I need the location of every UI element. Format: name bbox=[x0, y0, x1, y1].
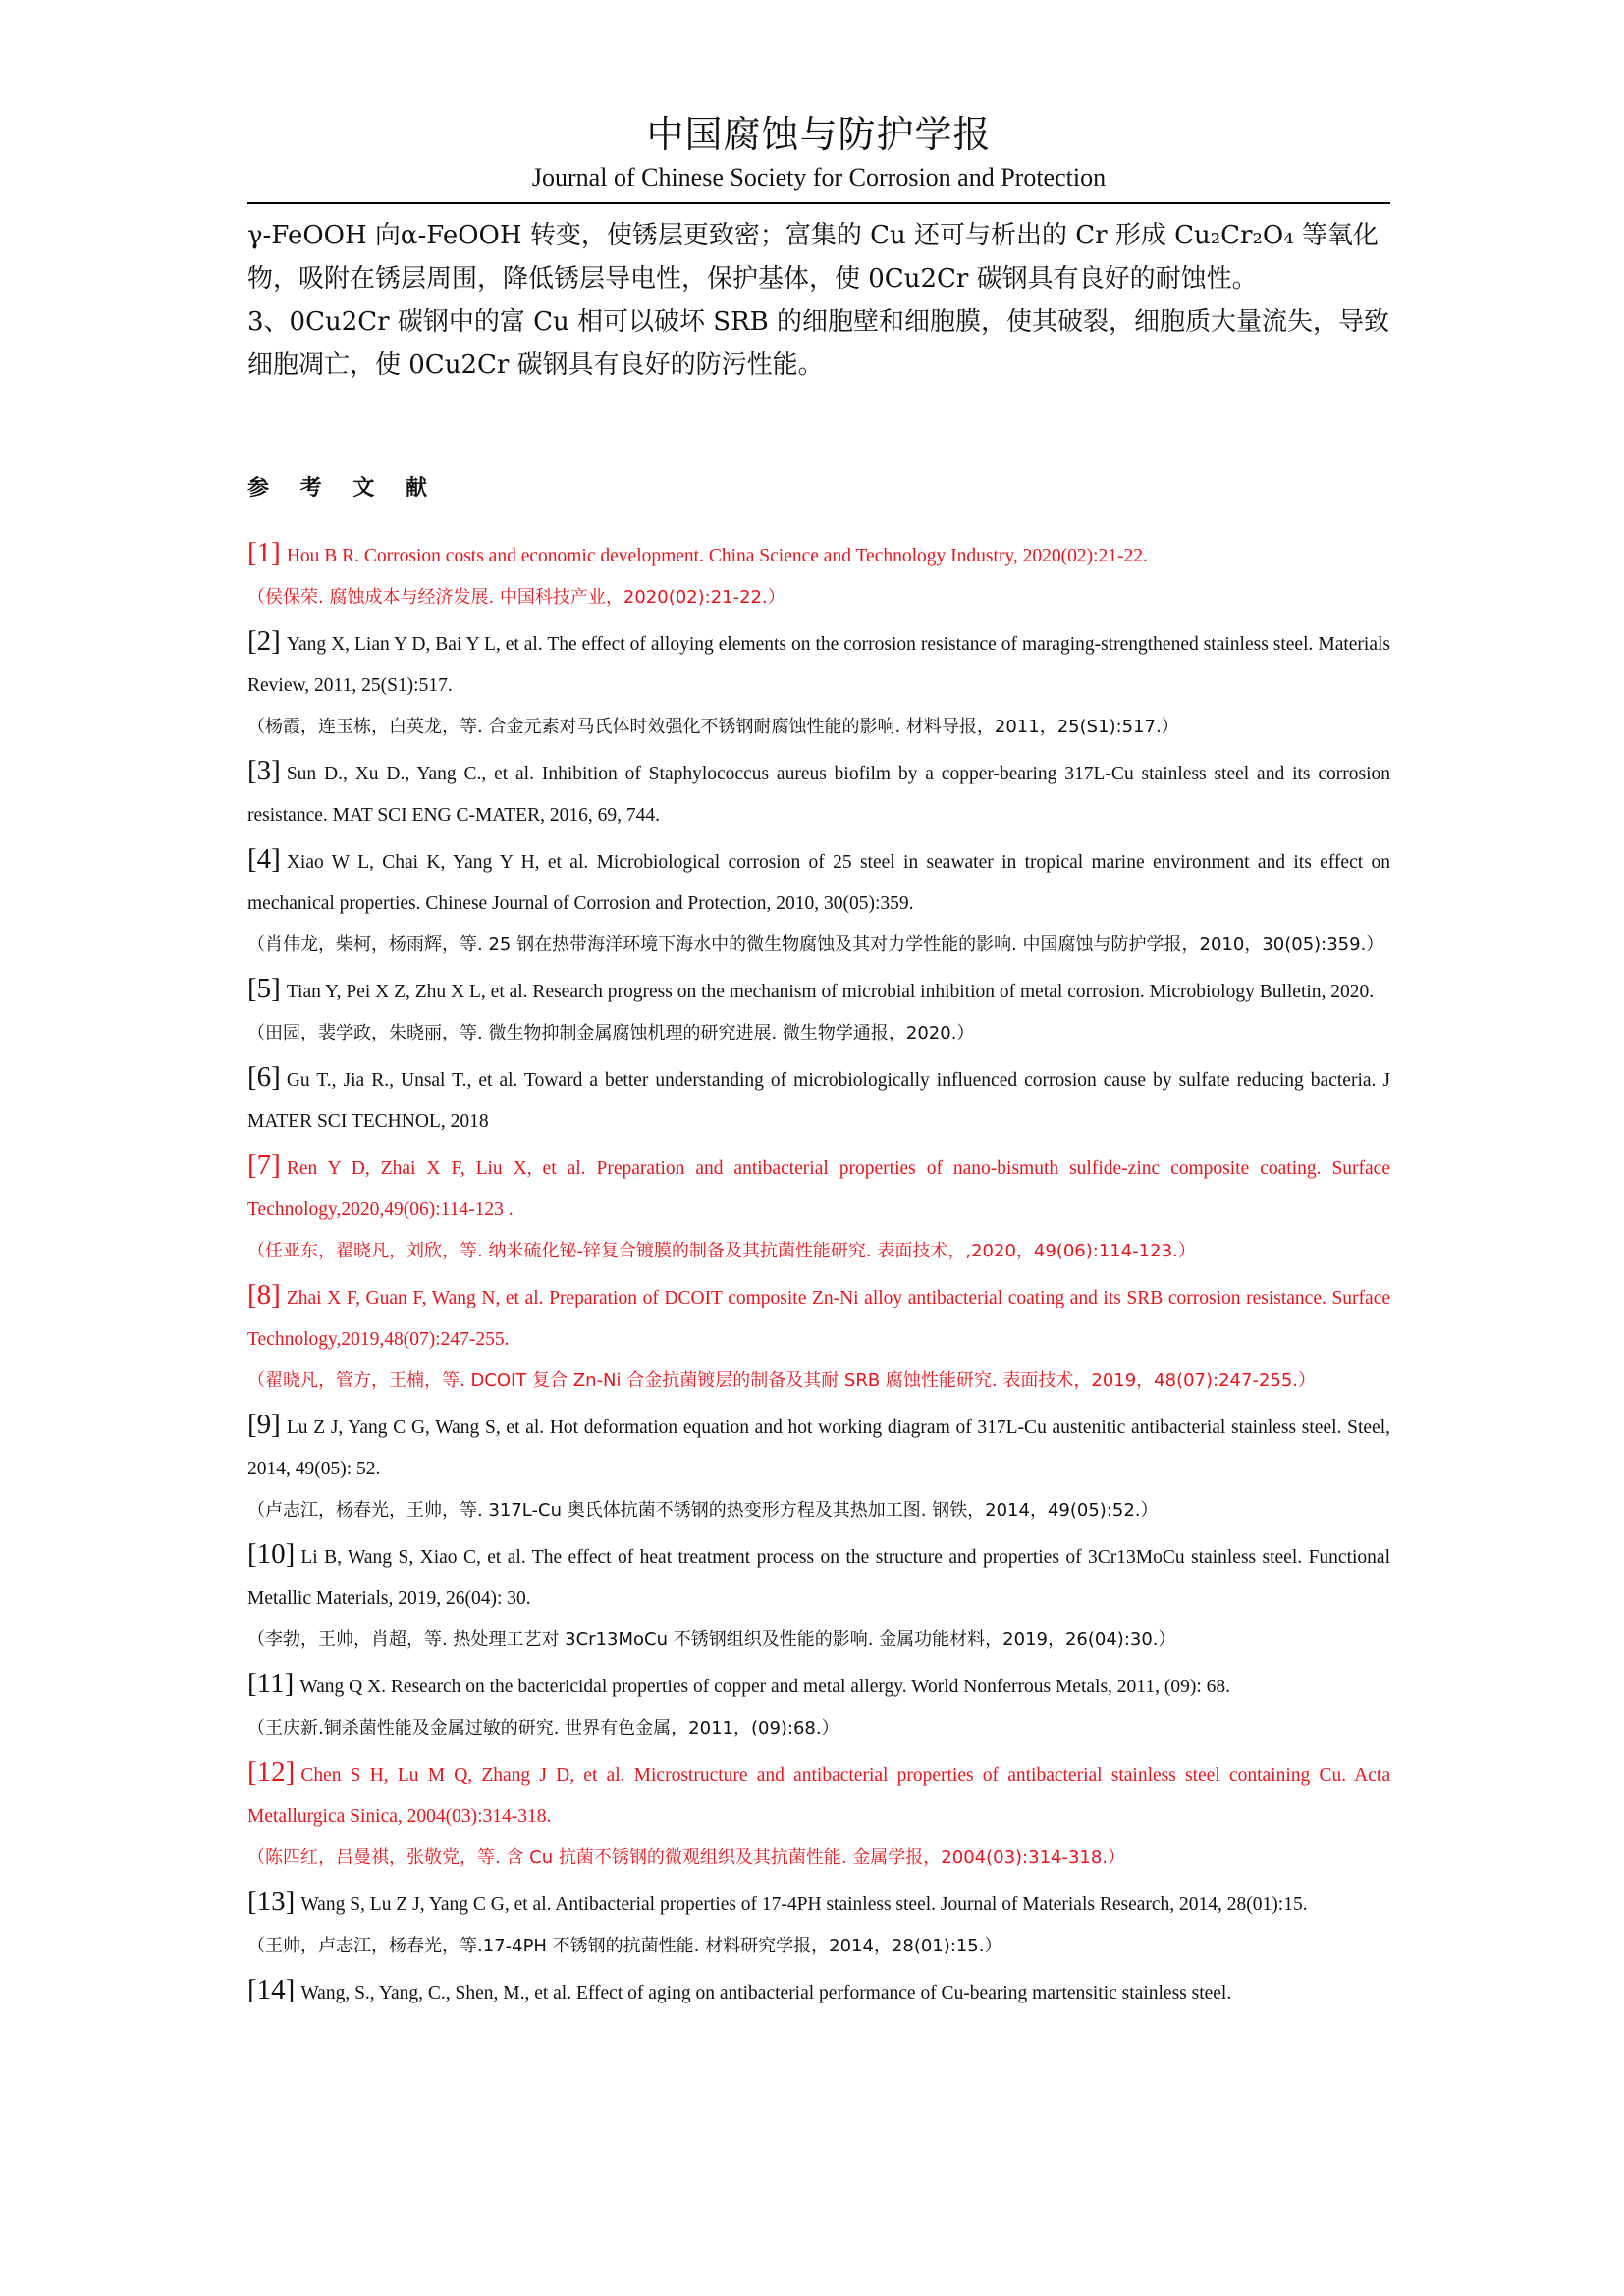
reference-english: Tian Y, Pei X Z, Zhu X L, et al. Research progress on the mechanism of microbial inhibition of metal corrosion. Microbiology Bulletin, 2020. bbox=[286, 982, 1375, 1002]
reference-item bbox=[247, 1056, 1390, 1143]
reference-item bbox=[247, 1274, 1390, 1402]
reference-english: Lu Z J, Yang C G, Wang S, et al. Hot deformation equation and hot working diagram of 317L-Cu austenitic antibacterial stainless steel. Steel, 2014, 49(05): 52. bbox=[247, 1417, 1390, 1479]
reference-number: [11] bbox=[247, 1668, 295, 1699]
reference-english: Li B, Wang S, Xiao C, et al. The effect of heat treatment process on the structure and properties of 3Cr13MoCu stainless steel. Functional Metallic Materials, 2019, 26(04): 30. bbox=[247, 1547, 1390, 1609]
body-text bbox=[247, 214, 1390, 387]
reference-number: [9] bbox=[247, 1409, 281, 1440]
reference-item bbox=[247, 1751, 1390, 1879]
reference-english: Wang S, Lu Z J, Yang C G, et al. Antibacterial properties of 17-4PH stainless steel. Journal of Materials Research, 2014, 28(01):15. bbox=[300, 1895, 1308, 1915]
reference-number: [7] bbox=[247, 1149, 281, 1181]
reference-number: [13] bbox=[247, 1886, 296, 1917]
reference-number: [8] bbox=[247, 1279, 281, 1310]
reference-number: [14] bbox=[247, 1974, 296, 2005]
reference-chinese: （翟晓凡，管方，王楠，等. DCOIT 复合 Zn-Ni 合金抗菌镀层的制备及其耐 SRB 腐蚀性能研究. 表面技术，2019，48(07):247-255.） bbox=[247, 1370, 1317, 1391]
reference-item bbox=[247, 1404, 1390, 1531]
reference-chinese: （李勃，王帅，肖超，等. 热处理工艺对 3Cr13MoCu 不锈钢组织及性能的影响. 金属功能材料，2019，26(04):30.） bbox=[247, 1629, 1176, 1650]
reference-english: Wang Q X. Research on the bactericidal properties of copper and metal allergy. World Nonferrous Metals, 2011, (09): 68. bbox=[299, 1677, 1230, 1697]
reference-english: Chen S H, Lu M Q, Zhang J D, et al. Microstructure and antibacterial properties of antibacterial stainless steel containing Cu. Acta Metallurgica Sinica, 2004(03):314-318. bbox=[247, 1765, 1390, 1827]
reference-chinese: （肖伟龙，柴柯，杨雨辉，等. 25 钢在热带海洋环境下海水中的微生物腐蚀及其对力学性能的影响. 中国腐蚀与防护学报，2010，30(05):359.） bbox=[247, 934, 1384, 955]
reference-item bbox=[247, 968, 1390, 1054]
reference-number: [3] bbox=[247, 755, 281, 786]
page-header bbox=[247, 110, 1390, 194]
reference-number: [1] bbox=[247, 537, 281, 568]
reference-item bbox=[247, 1533, 1390, 1661]
reference-item bbox=[247, 1881, 1390, 1967]
references-list bbox=[247, 532, 1390, 2016]
reference-english: Gu T., Jia R., Unsal T., et al. Toward a better understanding of microbiologically influenced corrosion cause by sulfate reducing bacteria. J MATER SCI TECHNOL, 2018 bbox=[247, 1070, 1390, 1132]
reference-number: [10] bbox=[247, 1538, 296, 1570]
reference-chinese: （王庆新.铜杀菌性能及金属过敏的研究. 世界有色金属，2011，(09):68.） bbox=[247, 1718, 839, 1738]
reference-item bbox=[247, 1663, 1390, 1749]
reference-item bbox=[247, 1145, 1390, 1272]
journal-title-cn: 中国腐蚀与防护学报 bbox=[646, 113, 992, 156]
reference-number: [12] bbox=[247, 1756, 296, 1788]
reference-item bbox=[247, 838, 1390, 966]
journal-title-en: Journal of Chinese Society for Corrosion and Protection bbox=[531, 163, 1107, 191]
reference-chinese: （杨霞，连玉栋，白英龙，等. 合金元素对马氏体时效强化不锈钢耐腐蚀性能的影响. 材料导报，2011，25(S1):517.） bbox=[247, 717, 1179, 737]
body-paragraph-1: γ-FeOOH 向α-FeOOH 转变，使锈层更致密；富集的 Cu 还可与析出的 Cr 形成 Cu₂Cr₂O₄ 等氧化物，吸附在锈层周围，降低锈层导电性，保护基体，使 0Cu2Cr 碳钢具有良好的耐蚀性。 bbox=[247, 221, 1379, 294]
reference-english: Xiao W L, Chai K, Yang Y H, et al. Microbiological corrosion of 25 steel in seawater in tropical marine environment and its effect on mechanical properties. Chinese Journal of Corrosion and Protection, 2010, 30(05):359. bbox=[247, 852, 1390, 914]
body-paragraph-2: 3、0Cu2Cr 碳钢中的富 Cu 相可以破坏 SRB 的细胞壁和细胞膜，使其破裂，细胞质大量流失，导致细胞凋亡，使 0Cu2Cr 碳钢具有良好的防污性能。 bbox=[247, 307, 1390, 380]
reference-english: Sun D., Xu D., Yang C., et al. Inhibition of Staphylococcus aureus biofilm by a copper-bearing 317L-Cu stainless steel and its corrosion resistance. MAT SCI ENG C-MATER, 2016, 69, 744. bbox=[247, 764, 1390, 826]
reference-item bbox=[247, 532, 1390, 618]
reference-chinese: （田园，裴学政，朱晓丽，等. 微生物抑制金属腐蚀机理的研究进展. 微生物学通报，2020.） bbox=[247, 1023, 975, 1043]
reference-chinese: （卢志江，杨春光，王帅，等. 317L-Cu 奥氏体抗菌不锈钢的热变形方程及其热加工图. 钢铁，2014，49(05):52.） bbox=[247, 1500, 1159, 1521]
reference-number: [2] bbox=[247, 625, 281, 657]
reference-number: [5] bbox=[247, 973, 281, 1004]
reference-item bbox=[247, 620, 1390, 748]
reference-chinese: （侯保荣. 腐蚀成本与经济发展. 中国科技产业，2020(02):21-22.） bbox=[247, 587, 785, 608]
reference-chinese: （任亚东，翟晓凡，刘欣，等. 纳米硫化铋-锌复合镀膜的制备及其抗菌性能研究. 表面技术，,2020，49(06):114-123.） bbox=[247, 1241, 1196, 1261]
reference-chinese: （王帅，卢志江，杨春光，等.17-4PH 不锈钢的抗菌性能. 材料研究学报，2014，28(01):15.） bbox=[247, 1936, 1002, 1956]
reference-english: Yang X, Lian Y D, Bai Y L, et al. The effect of alloying elements on the corrosion resistance of maraging-strengthened stainless steel. Materials Review, 2011, 25(S1):517. bbox=[247, 634, 1390, 696]
reference-english: Hou B R. Corrosion costs and economic development. China Science and Technology Industry, 2020(02):21-22. bbox=[286, 546, 1148, 566]
reference-english: Wang, S., Yang, C., Shen, M., et al. Effect of aging on antibacterial performance of Cu-bearing martensitic stainless steel. bbox=[300, 1983, 1232, 2003]
reference-english: Zhai X F, Guan F, Wang N, et al. Preparation of DCOIT composite Zn-Ni alloy antibacterial coating and its SRB corrosion resistance. Surface Technology,2019,48(07):247-255. bbox=[247, 1288, 1390, 1350]
reference-chinese: （陈四红，吕曼祺，张敬党，等. 含 Cu 抗菌不锈钢的微观组织及其抗菌性能. 金属学报，2004(03):314-318.） bbox=[247, 1847, 1126, 1868]
reference-number: [4] bbox=[247, 843, 281, 875]
reference-item bbox=[247, 750, 1390, 836]
reference-item bbox=[247, 1969, 1390, 2014]
reference-number: [6] bbox=[247, 1061, 281, 1093]
header-divider bbox=[247, 202, 1390, 204]
reference-english: Ren Y D, Zhai X F, Liu X, et al. Preparation and antibacterial properties of nano-bismuth sulfide-zinc composite coating. Surface Technology,2020,49(06):114-123 . bbox=[247, 1158, 1390, 1220]
references-heading: 参 考 文 献 bbox=[247, 475, 439, 501]
